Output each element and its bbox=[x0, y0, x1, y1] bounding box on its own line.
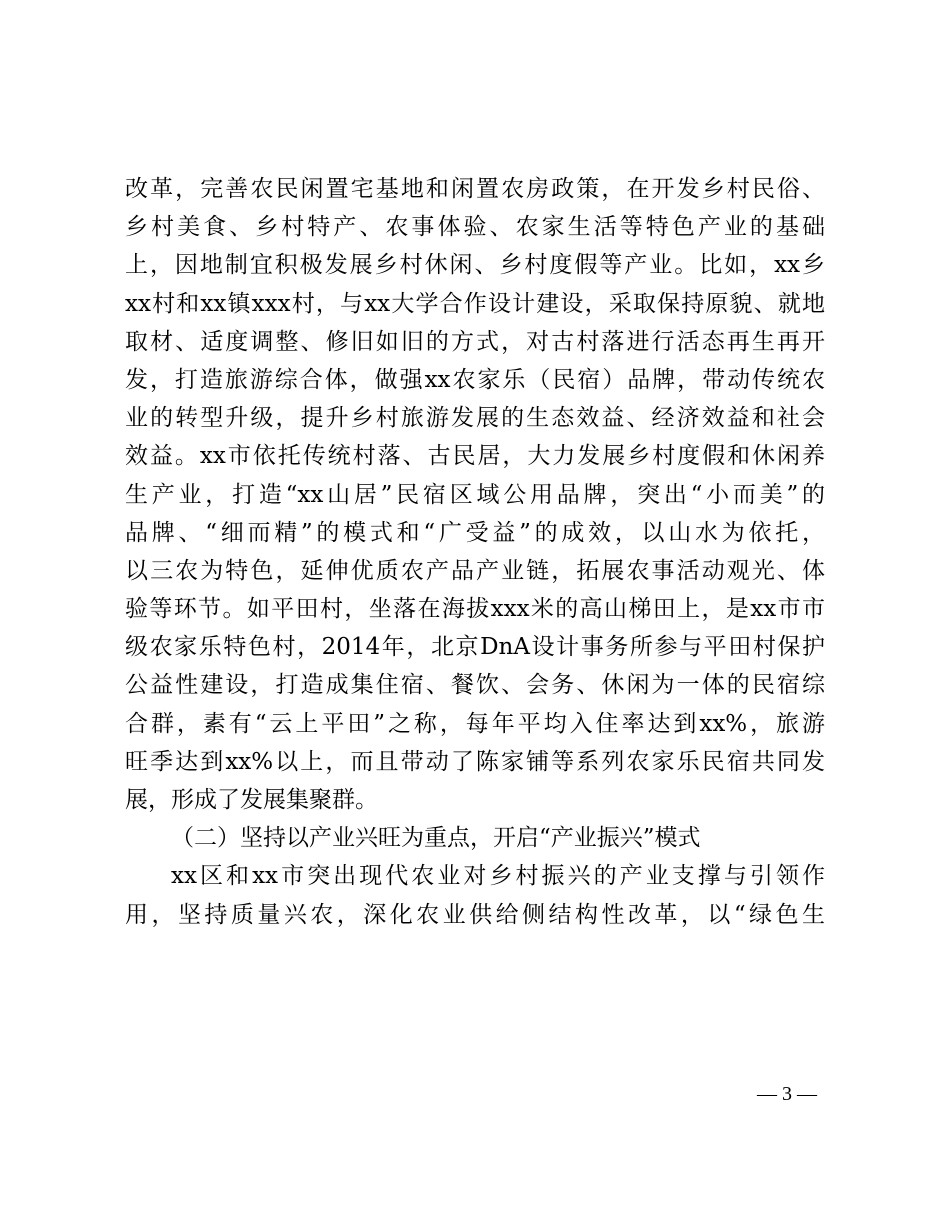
text-line-8: 效益。xx市依托传统村落、古民居，大力发展乡村度假和休闲养 bbox=[125, 443, 825, 470]
text-line-19: xx区和xx市突出现代农业对乡村振兴的产业支撑与引领作 bbox=[171, 863, 825, 890]
text-line-9: 生产业，打造“xx山居”民宿区域公用品牌，突出“小而美”的 bbox=[125, 481, 825, 508]
text-line-5: 取材、适度调整、修旧如旧的方式，对古村落进行活态再生再开 bbox=[125, 328, 825, 355]
text-line-20: 用，坚持质量兴农，深化农业供给侧结构性改革，以“绿色生 bbox=[125, 901, 825, 928]
text-line-10: 品牌、“细而精”的模式和“广受益”的成效，以山水为依托， bbox=[125, 519, 825, 546]
text-line-2: 乡村美食、乡村特产、农事体验、农家生活等特色产业的基础 bbox=[125, 214, 825, 241]
text-line-17: 展，形成了发展集聚群。 bbox=[125, 787, 378, 813]
text-line-16: 旺季达到xx%以上，而且带动了陈家铺等系列农家乐民宿共同发 bbox=[125, 748, 825, 775]
text-line-1: 改革，完善农民闲置宅基地和闲置农房政策，在开发乡村民俗、 bbox=[125, 176, 825, 202]
section-heading: （二）坚持以产业兴旺为重点，开启“产业振兴”模式 bbox=[171, 825, 701, 852]
text-line-15: 合群，素有“云上平田”之称，每年平均入住率达到xx%，旅游 bbox=[125, 710, 825, 737]
text-line-6: 发，打造旅游综合体，做强xx农家乐（民宿）品牌，带动传统农 bbox=[125, 366, 825, 393]
body-text bbox=[125, 170, 825, 934]
text-line-11: 以三农为特色，延伸优质农产品产业链，拓展农事活动观光、体 bbox=[125, 557, 825, 584]
text-line-13: 级农家乐特色村，2014年，北京DnA设计事务所参与平田村保护 bbox=[125, 634, 825, 661]
text-line-4: xx村和xx镇xxx村，与xx大学合作设计建设，采取保持原貌、就地 bbox=[125, 290, 825, 317]
text-line-14: 公益性建设，打造成集住宿、餐饮、会务、休闲为一体的民宿综 bbox=[125, 672, 825, 699]
text-line-12: 验等环节。如平田村，坐落在海拔xxx米的高山梯田上，是xx市市 bbox=[125, 596, 825, 623]
text-line-3: 上，因地制宜积极发展乡村休闲、乡村度假等产业。比如，xx乡 bbox=[125, 252, 825, 279]
page-number: — 3 — bbox=[757, 1083, 817, 1105]
text-line-7: 业的转型升级，提升乡村旅游发展的生态效益、经济效益和社会 bbox=[125, 405, 825, 432]
